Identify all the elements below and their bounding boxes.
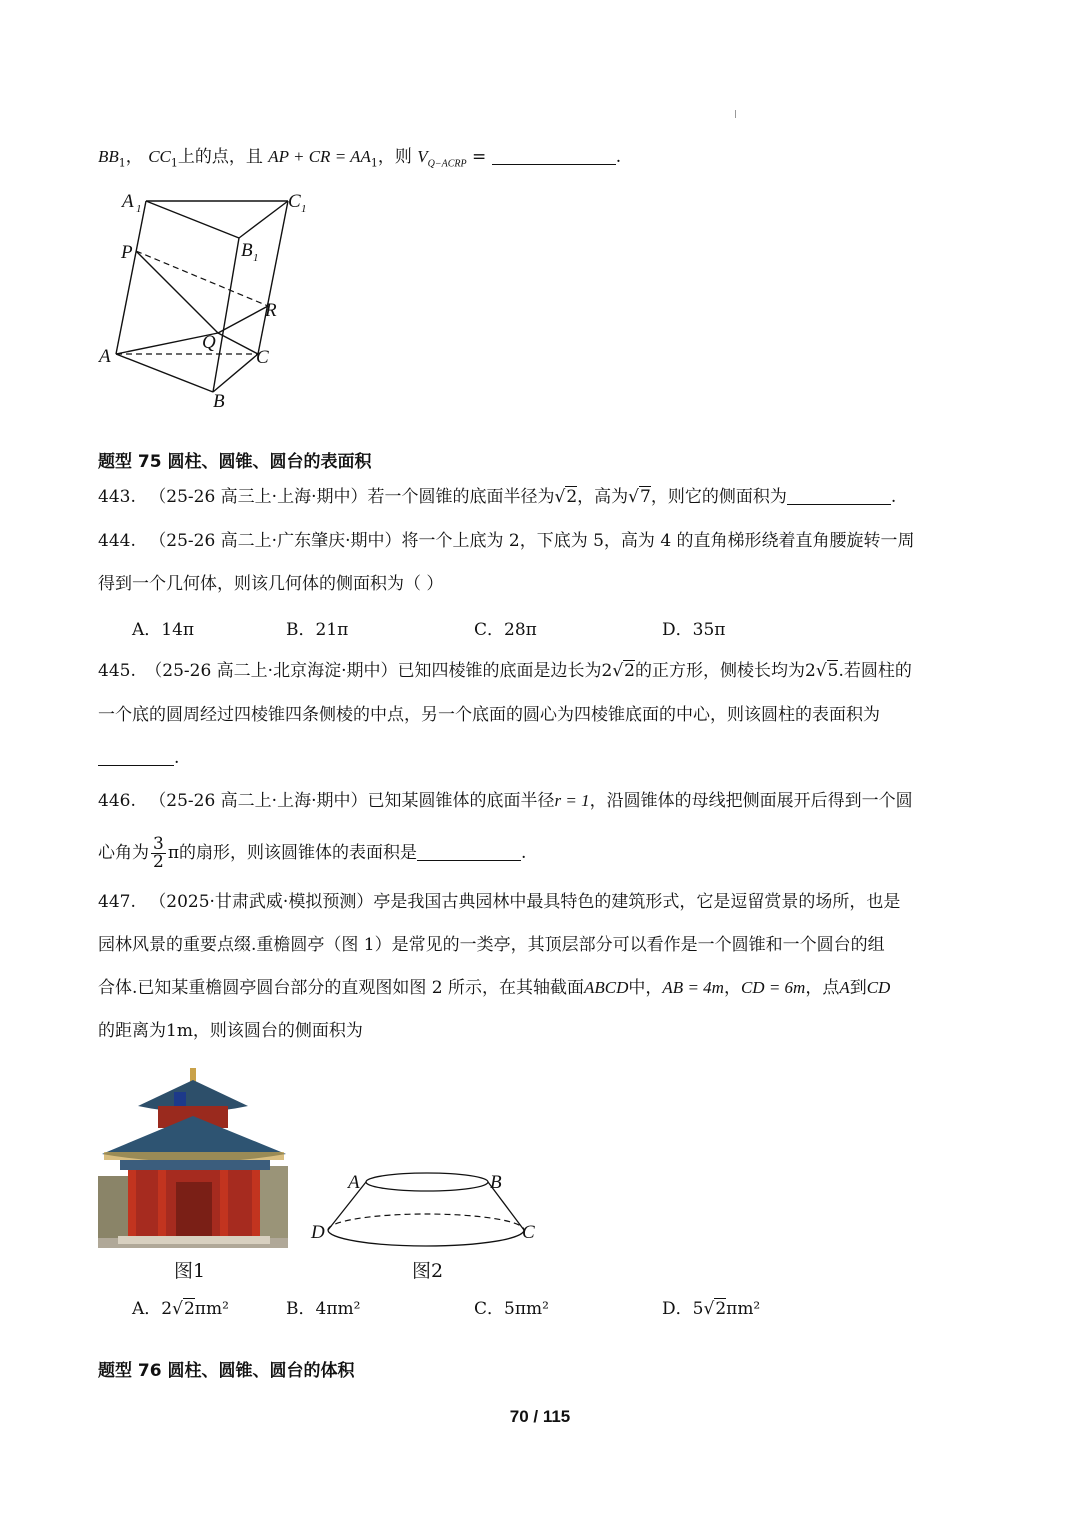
sqrt-7: √7: [628, 487, 651, 507]
point-a: A: [839, 978, 850, 997]
pavilion-photo: [98, 1066, 288, 1248]
scan-mark: [735, 110, 736, 118]
option-b[interactable]: [286, 1294, 360, 1319]
label-b1: B: [241, 240, 253, 261]
question-number: 446.: [98, 791, 136, 811]
question-number: 447.: [98, 892, 136, 912]
label-r: R: [265, 300, 277, 321]
ab-length: AB = 4m: [662, 978, 724, 997]
option-value: 5πm²: [504, 1299, 549, 1319]
question-source: （25-26 高二上·北京海淀·期中）: [145, 661, 398, 681]
option-label: D．: [662, 1299, 693, 1319]
frustum-figure: [306, 1168, 546, 1248]
question-445-blank-line: [98, 745, 179, 771]
frustum-label-b: B: [490, 1172, 502, 1193]
period: .: [615, 147, 622, 167]
label-cc1: CC: [148, 147, 171, 166]
option-label: A．: [132, 620, 162, 640]
question-text: 亭是我国古典园林中最具特色的建筑形式，它是逗留赏景的场所，也是: [373, 892, 901, 912]
section-title-76: 题型 76 圆柱、圆锥、圆台的体积: [98, 1361, 355, 1381]
question-445: [98, 658, 912, 684]
radicand: 2: [183, 1299, 195, 1319]
question-445-cont: 一个底的圆周经过四棱锥四条侧棱的中点，另一个底面的圆心为四棱锥底面的中心，则该圆柱的表面积为: [98, 705, 880, 725]
volume-symbol: V: [417, 147, 428, 166]
answer-blank[interactable]: [492, 146, 616, 165]
question-text: ，则它的侧面积为: [650, 487, 787, 507]
option-value: 28π: [504, 620, 537, 640]
question-source: （2025·甘肃武威·模拟预测）: [149, 892, 374, 912]
answer-blank[interactable]: [98, 747, 174, 766]
option-value: 4πm²: [315, 1299, 361, 1319]
option-label: D．: [662, 620, 693, 640]
coefficient: 2: [804, 661, 816, 681]
question-text: 若一个圆锥的底面半径为: [367, 487, 555, 507]
question-text: 已知四棱锥的底面是边长为: [397, 661, 602, 681]
question-447: [98, 889, 900, 915]
question-447-line3: [98, 975, 890, 1001]
option-d[interactable]: [662, 615, 725, 640]
sqrt-2: √2: [554, 487, 578, 507]
option-label: A．: [132, 1299, 162, 1319]
question-text: 的扇形，则该圆锥体的表面积是: [179, 843, 418, 863]
numerator: 3: [153, 834, 164, 854]
option-a[interactable]: [132, 615, 194, 640]
option-value: 21π: [315, 620, 349, 640]
frustum-label-d: D: [311, 1222, 325, 1243]
option-label: B．: [286, 620, 316, 640]
question-text: 已知某圆锥体的底面半径: [367, 791, 555, 811]
option-label: C．: [474, 620, 505, 640]
coefficient: 2: [161, 1299, 173, 1319]
option-value: 35π: [692, 620, 726, 640]
label-c1: C: [288, 191, 301, 212]
label-p: P: [121, 242, 133, 263]
volume-subscript: Q−ACRP: [427, 158, 467, 170]
frustum-label-c: C: [522, 1222, 535, 1243]
question-text: 将一个上底为 2，下底为 5，高为 4 的直角梯形绕着直角腰旋转一周: [401, 531, 915, 551]
page-number: 70 / 115: [509, 1407, 571, 1426]
option-value: πm²: [726, 1299, 761, 1319]
option-c[interactable]: [474, 615, 537, 640]
question-text: .若圆柱的: [838, 661, 912, 681]
question-text: ，沿圆锥体的母线把侧面展开后得到一个圆: [589, 791, 913, 811]
comma: ，: [125, 147, 143, 167]
radicand: 2: [624, 661, 635, 681]
question-text: 合体.已知某重檐圆亭圆台部分的直观图如图 2 所示，在其轴截面: [98, 978, 585, 998]
option-value: 14π: [161, 620, 195, 640]
cd-length: CD = 6m: [740, 978, 806, 997]
question-447-line2: 园林风景的重要点缀.重檐圆亭（图 1）是常见的一类亭，其顶层部分可以看作是一个圆锥和一个圆台的组: [98, 935, 885, 955]
option-b[interactable]: [286, 615, 348, 640]
figure-2-caption: 图2: [412, 1260, 444, 1282]
label-bb1: BB: [98, 147, 119, 166]
text-then: ，则: [377, 147, 412, 167]
question-number: 444.: [98, 531, 136, 551]
question-text: 中，: [628, 978, 663, 998]
question-source: （25-26 高二上·上海·期中）: [149, 791, 368, 811]
denominator: 2: [153, 852, 164, 872]
question-text: 到: [849, 978, 867, 998]
option-c[interactable]: [474, 1294, 549, 1319]
option-a[interactable]: A．2√2πm²: [132, 1299, 229, 1319]
formula-ap-cr: AP + CR = AA: [268, 147, 371, 166]
label-a1-sub: 1: [136, 203, 142, 215]
label-b: B: [213, 391, 225, 412]
frustum-label-a: A: [348, 1172, 360, 1193]
question-text: 的正方形，侧棱长均为: [634, 661, 805, 681]
question-444: [98, 528, 915, 554]
comma: ，: [723, 978, 741, 998]
question-446-cont: [98, 836, 526, 871]
question-444-cont: 得到一个几何体，则该几何体的侧面积为（ ）: [98, 574, 444, 594]
period: .: [890, 487, 897, 507]
section-title-75: 题型 75 圆柱、圆锥、圆台的表面积: [98, 452, 372, 472]
label-b1-sub: 1: [253, 252, 259, 264]
figure-1-caption: 图1: [174, 1260, 206, 1282]
period: .: [174, 748, 180, 768]
prism-figure: [96, 186, 326, 414]
label-q: Q: [202, 332, 216, 353]
option-value: πm²: [194, 1299, 229, 1319]
question-447-line4: 的距离为1m，则该圆台的侧面积为: [98, 1021, 363, 1041]
question-number: 445.: [98, 661, 136, 681]
question-source: （25-26 高二上·广东肇庆·期中）: [149, 531, 402, 551]
label-abcd: ABCD: [584, 978, 629, 997]
text-on-points: 上的点，且: [177, 147, 263, 167]
option-d[interactable]: D．5√2πm²: [662, 1299, 761, 1319]
option-label: C．: [474, 1299, 505, 1319]
radicand: 2: [715, 1299, 727, 1319]
label-c1-sub: 1: [301, 203, 307, 215]
question-text: ，高为: [577, 487, 629, 507]
question-number: 443.: [98, 487, 136, 507]
option-label: B．: [286, 1299, 316, 1319]
problem-tail-line: $BB_1$， $CC_1$上的点，且 AP + CR = $AA_1$，则 $V_{Q-ACRP}$ = .: [98, 147, 622, 170]
coefficient: 5: [692, 1299, 704, 1319]
side-length: 2√2: [601, 661, 635, 681]
label-a: A: [99, 346, 111, 367]
fraction-3-2: [151, 836, 166, 871]
period: .: [521, 843, 527, 863]
answer-blank[interactable]: [417, 842, 521, 861]
label-c: C: [256, 347, 269, 368]
question-446: [98, 788, 913, 814]
label-cd: CD: [866, 978, 891, 997]
edge-length: 2√5: [804, 661, 839, 681]
question-text: 心角为: [98, 843, 149, 863]
radius-expression: r = 1: [554, 791, 590, 810]
equals: =: [466, 147, 492, 167]
coefficient: 2: [601, 661, 613, 681]
radicand: 7: [640, 487, 651, 507]
answer-blank[interactable]: [787, 486, 891, 505]
question-source: （25-26 高三上·上海·期中）: [149, 487, 368, 507]
radicand: 2: [566, 487, 578, 507]
pi-symbol: π: [167, 843, 180, 863]
radicand: 5: [827, 661, 839, 681]
label-a1: A: [122, 191, 134, 212]
question-443: [98, 484, 896, 510]
question-text: ，点: [805, 978, 840, 998]
